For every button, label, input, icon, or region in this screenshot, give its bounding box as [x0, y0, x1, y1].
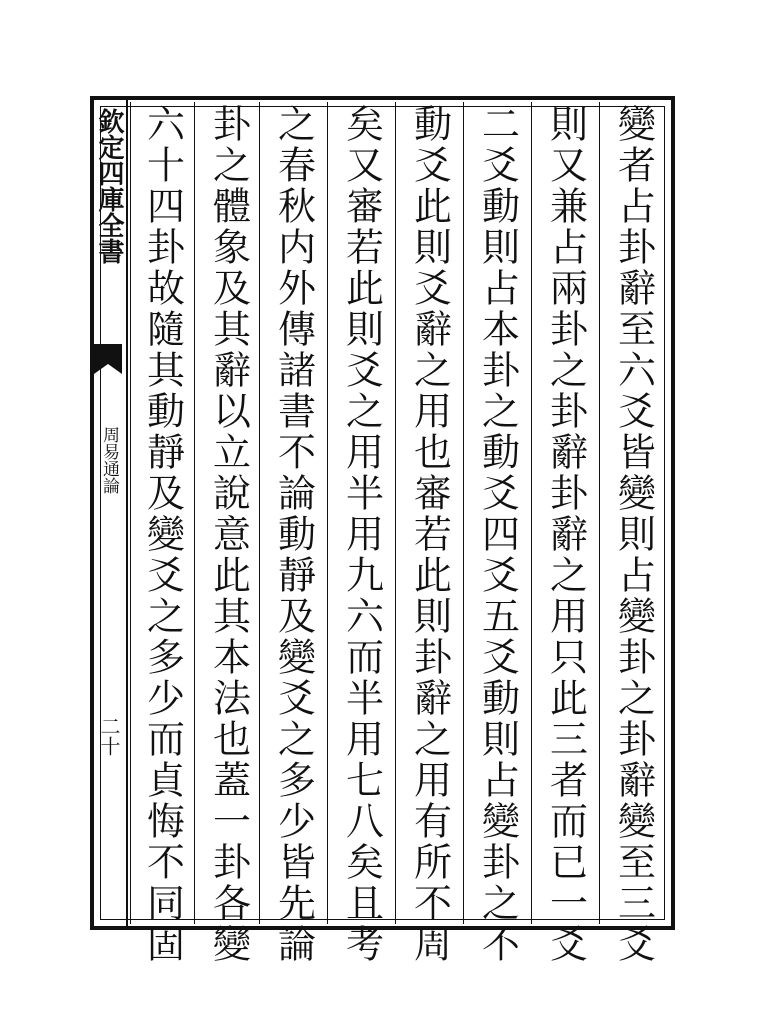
document-page: [90, 96, 675, 965]
center-margin-column: [90, 96, 128, 930]
text-column: [599, 102, 667, 965]
text-column: [531, 102, 599, 965]
text-column: [327, 102, 395, 965]
text-column-content: 動爻此則爻辭之用也審若此則卦辭之用有所不周: [407, 104, 452, 965]
text-column: [463, 102, 531, 965]
text-column: [259, 102, 327, 965]
text-column-content: 六十四卦故隨其動靜及變爻之多少而貞悔不同固: [140, 104, 185, 965]
text-column: [194, 102, 262, 965]
fishtail-mark-icon: [94, 344, 122, 364]
text-column: [395, 102, 463, 965]
text-column-content: 變者占卦辭至六爻皆變則占變卦之卦辭變至三爻: [611, 104, 656, 965]
book-title: 周易通論: [99, 426, 119, 494]
collection-title: 欽定四庫全書: [94, 108, 124, 264]
text-column-content: 之春秋内外傳諸書不論動靜及變爻之多少皆先論: [271, 104, 316, 965]
text-column-content: 二爻動則占本卦之動爻四爻五爻動則占變卦之不: [475, 104, 520, 965]
text-column: [130, 102, 194, 965]
page-number: 二十: [97, 716, 121, 756]
text-column-content: 矣又審若此則爻之用半用九六而半用七八矣且考: [339, 104, 384, 965]
text-column-content: 則又兼占兩卦之卦辭卦辭之用只此三者而已一爻: [543, 104, 588, 965]
text-column-content: 卦之體象及其辭以立說意此其本法也蓋一卦各變: [206, 104, 251, 965]
